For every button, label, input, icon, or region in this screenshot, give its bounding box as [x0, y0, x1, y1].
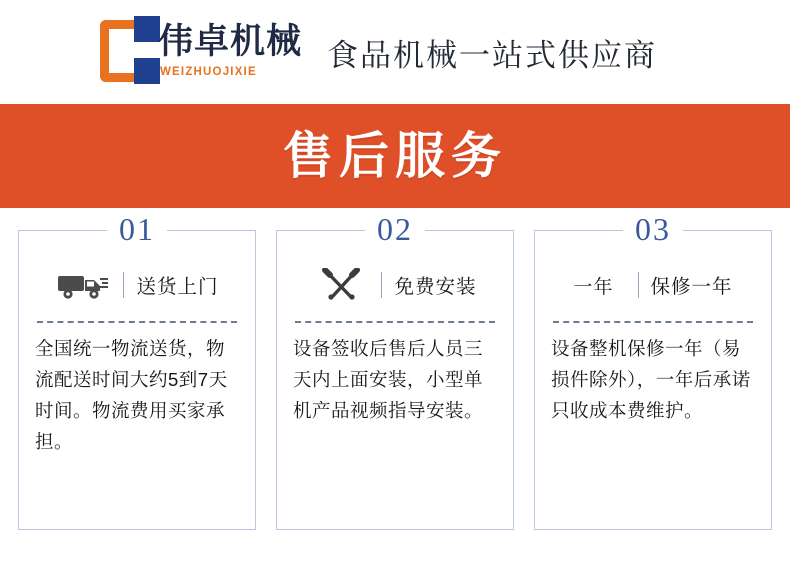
- logo-text-cn: 伟卓机械: [158, 22, 303, 61]
- card-head-label: 保修一年: [650, 276, 733, 298]
- card-body-text: 设备整机保修一年（易损件除外），一年后承诺只收成本费维护。: [551, 338, 751, 421]
- service-card: [534, 211, 772, 530]
- card-head-divider: [381, 272, 382, 298]
- service-card: [18, 211, 256, 530]
- wrench-screwdriver-icon: [313, 268, 369, 302]
- card-body-text: 全国统一物流送货，物流配送时间大约5到7天时间。物流费用买家承担。: [35, 338, 228, 452]
- one-year-text-icon: 一年: [573, 276, 614, 298]
- card-head-divider: [123, 272, 124, 298]
- card-header: [293, 261, 497, 309]
- section-banner: [0, 104, 790, 208]
- card-head-label: 送货上门: [136, 276, 219, 298]
- page-header: [0, 0, 790, 104]
- card-dashed-divider: [553, 321, 753, 323]
- card-number: 01: [107, 209, 167, 249]
- card-head-label: 免费安装: [394, 276, 477, 298]
- card-body-text: 设备签收后售后人员三天内上面安装，小型单机产品视频指导安装。: [293, 338, 484, 421]
- card-dashed-divider: [295, 321, 495, 323]
- logo-square-top-icon: [134, 16, 160, 42]
- card-number: 02: [365, 209, 425, 249]
- company-logo: [100, 14, 305, 90]
- service-card: [276, 211, 514, 530]
- card-head-divider: [638, 272, 639, 298]
- delivery-truck-icon: [55, 270, 111, 300]
- logo-text-en: WEIZHUOJIXIE: [160, 66, 257, 78]
- card-header: [35, 261, 239, 309]
- service-card-list: [0, 208, 790, 530]
- card-dashed-divider: [37, 321, 237, 323]
- header-slogan: 食品机械一站式供应商: [327, 37, 657, 73]
- logo-square-bottom-icon: [134, 58, 160, 84]
- card-header: [551, 261, 755, 309]
- section-title: 售后服务: [283, 128, 507, 184]
- card-number: 03: [623, 209, 683, 249]
